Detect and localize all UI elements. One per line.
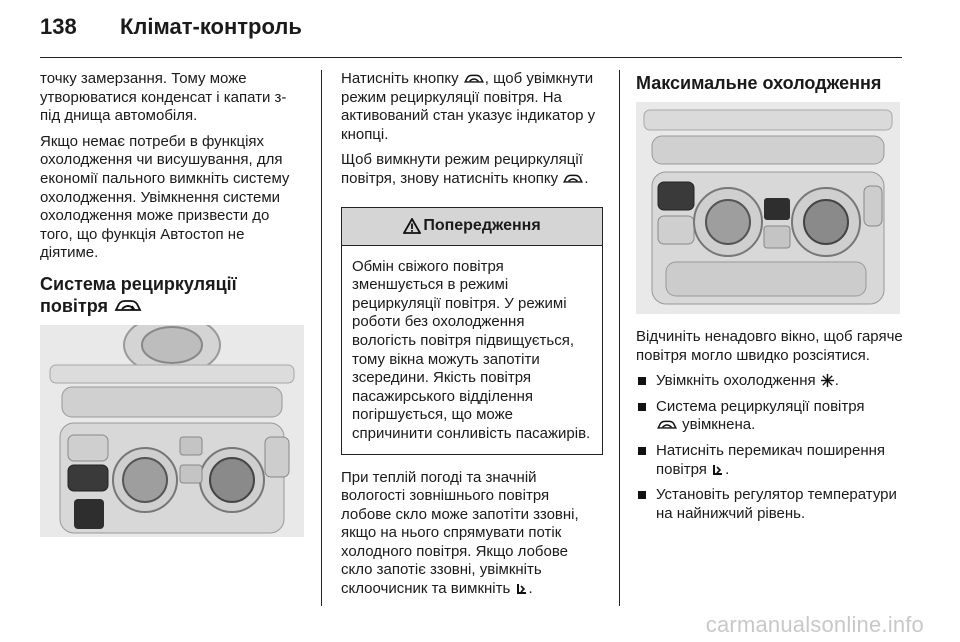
list-item: Система рециркуляції повітря увімкнена.: [636, 398, 904, 435]
warning-triangle-icon: [403, 218, 421, 234]
warning-title: Попередження: [423, 216, 541, 234]
paragraph: Щоб вимкнути режим рециркуляції повітря, знову натисніть кнопку .: [341, 151, 589, 187]
page-header: [40, 14, 302, 54]
column-3: [636, 70, 904, 530]
warning-body: Обмін свіжого повітря зменшується в режимі рециркуляції повітря. У режимі роботи без охолодження вологість повітря підвищується, тому вікна можуть запотіти зсередини. Якість повітря пасажирського відділення погіршується, що може спричинити сонливість пасажирів.: [352, 257, 591, 442]
snowflake-icon: [820, 373, 835, 388]
warning-header: [342, 208, 602, 246]
figure-cooling-panel: [636, 102, 900, 314]
section-heading-max-cooling: Максимальне охолодження: [636, 73, 882, 93]
car-recirculation-icon: [113, 297, 143, 315]
car-recirculation-icon: [656, 418, 678, 432]
air-distribution-icon: [711, 463, 725, 477]
section-heading-recirculation: Система рециркуляції повітря: [40, 273, 237, 316]
column-divider-1: [321, 70, 322, 606]
warning-box: [341, 207, 603, 455]
column-2: [341, 70, 603, 606]
paragraph: Якщо немає потреби в функціях охолодження чи висушування, для економії пального вимкніть систему охолодження. Увімкнення системи охолодження може призвести до того, що функція Автостоп не діятиме.: [40, 132, 290, 262]
column-divider-2: [619, 70, 620, 606]
page-number: 138: [40, 14, 77, 39]
air-distribution-icon: [515, 582, 529, 596]
list-item: Увімкніть охолодження .: [636, 372, 904, 391]
car-recirculation-icon: [463, 72, 485, 86]
paragraph: точку замерзання. Тому може утворюватися конденсат і капати з-під днища автомобіля.: [40, 70, 287, 125]
paragraph: Натисніть кнопку , щоб увімкнути режим рециркуляції повітря. На активований стан указує індикатор у кнопці.: [341, 70, 596, 143]
bullet-list: [636, 372, 904, 523]
watermark: carmanualsonline.info: [705, 612, 924, 637]
car-recirculation-icon: [562, 172, 584, 186]
header-divider: [40, 57, 902, 58]
paragraph: Відчиніть ненадовго вікно, щоб гаряче повітря могло швидко розсіятися.: [636, 328, 903, 364]
figure-recirculation-panel: [40, 325, 304, 537]
page-title: Клімат-контроль: [120, 14, 302, 39]
column-1: [40, 70, 306, 537]
list-item: Натисніть перемикач поширення повітря .: [636, 442, 904, 479]
paragraph: При теплій погоді та значній вологості зовнішнього повітря лобове скло може запотіти ззовні, якщо на нього спрямувати потік холодного повітря. Якщо лобове скло запотіє ззовні, увімкніть склоочисник та вимкніть .: [341, 468, 579, 598]
list-item: Установіть регулятор температури на найнижчий рівень.: [636, 486, 904, 523]
